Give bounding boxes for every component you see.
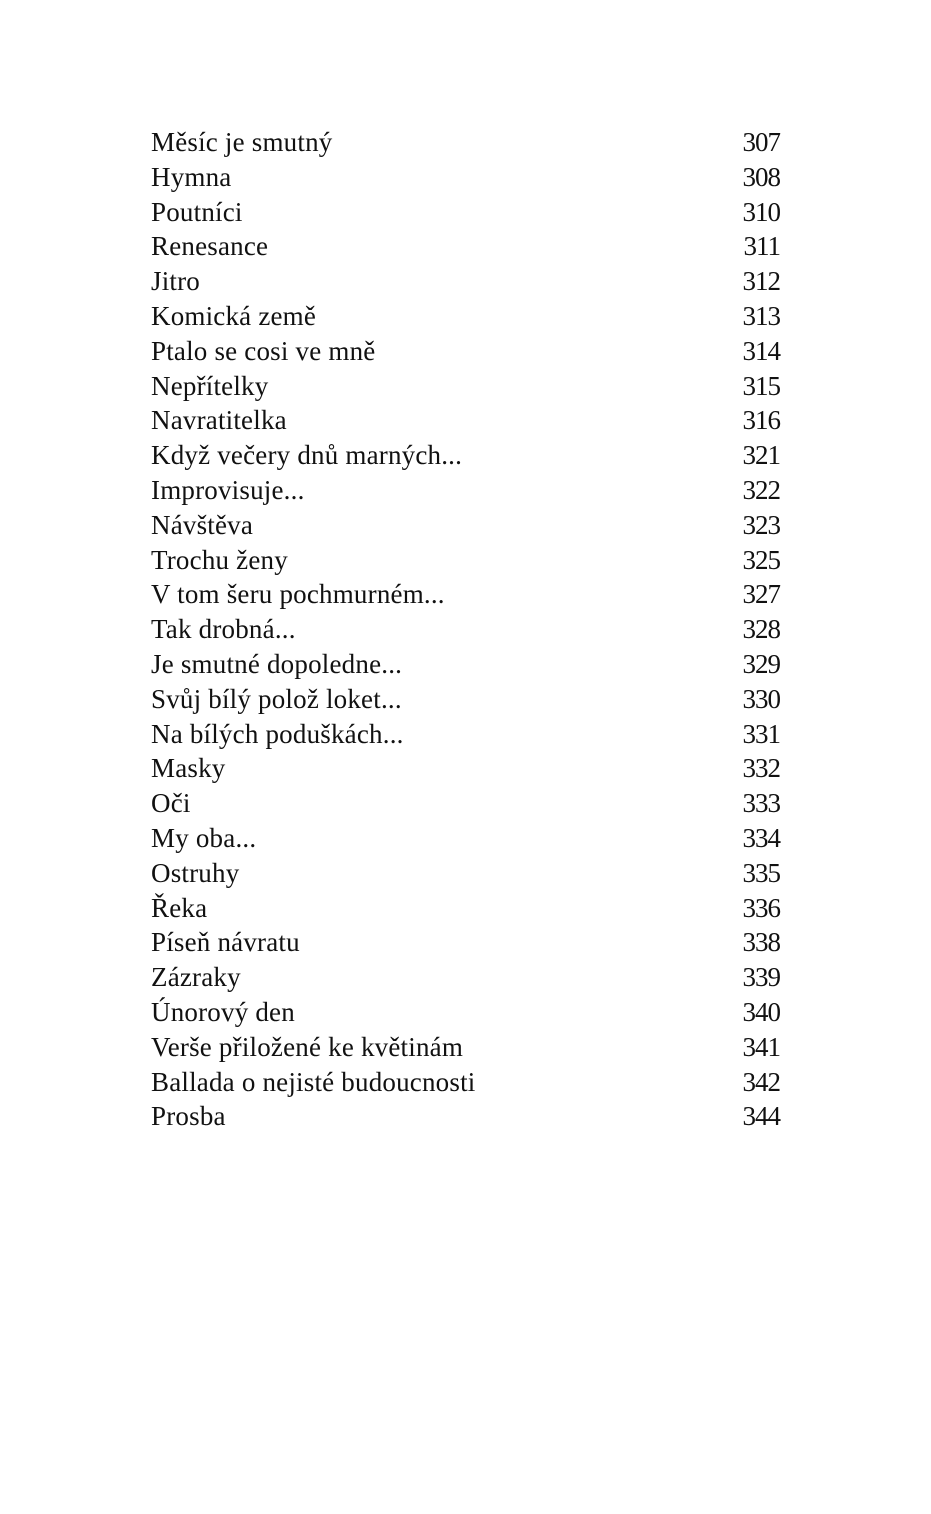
toc-entry-title: Masky <box>151 753 226 784</box>
toc-entry-title: Návštěva <box>151 509 254 540</box>
toc-entry <box>151 1030 780 1065</box>
toc-entry-title: Prosba <box>151 1101 226 1132</box>
toc-entry <box>151 682 780 717</box>
toc-entry-title: Improvisuje... <box>151 474 305 505</box>
toc-entry <box>151 125 780 160</box>
toc-entry-title: Tak drobná... <box>151 614 296 645</box>
toc-entry-page-number: 334 <box>742 822 780 853</box>
toc-entry <box>151 891 780 926</box>
toc-entry-page-number: 335 <box>742 857 780 888</box>
toc-entry <box>151 473 780 508</box>
toc-entry-title: Komická země <box>151 300 317 331</box>
toc-entry <box>151 1065 780 1100</box>
toc-entry-page-number: 338 <box>742 927 780 958</box>
toc-entry-title: Trochu ženy <box>151 544 288 575</box>
toc-entry-page-number: 331 <box>742 718 780 749</box>
toc-entry-page-number: 344 <box>742 1101 780 1132</box>
toc-entry-title: Ptalo se cosi ve mně <box>151 335 376 366</box>
toc-entry-title: Ballada o nejisté budoucnosti <box>151 1066 476 1097</box>
toc-entry-page-number: 330 <box>742 683 780 714</box>
toc-entry-page-number: 311 <box>743 231 780 262</box>
toc-entry-page-number: 336 <box>742 892 780 923</box>
toc-entry <box>151 717 780 752</box>
toc-entry <box>151 960 780 995</box>
toc-entry <box>151 195 780 230</box>
toc-entry-page-number: 315 <box>742 370 780 401</box>
toc-entry-title: Je smutné dopoledne... <box>151 648 403 679</box>
toc-entry-title: Verše přiložené ke květinám <box>151 1031 464 1062</box>
toc-entry-page-number: 312 <box>742 266 780 297</box>
toc-entry-title: Hymna <box>151 161 232 192</box>
toc-entry <box>151 229 780 264</box>
toc-entry-page-number: 308 <box>742 161 780 192</box>
toc-entry-title: Píseň návratu <box>151 927 300 958</box>
toc-entry-page-number: 342 <box>742 1066 780 1097</box>
toc-entry <box>151 508 780 543</box>
toc-entry-title: Poutníci <box>151 196 243 227</box>
toc-entry <box>151 299 780 334</box>
table-of-contents <box>151 125 780 1134</box>
toc-entry-page-number: 341 <box>742 1031 780 1062</box>
toc-entry-title: Zázraky <box>151 962 241 993</box>
toc-entry <box>151 751 780 786</box>
toc-entry <box>151 264 780 299</box>
toc-entry-title: Ostruhy <box>151 857 240 888</box>
toc-entry <box>151 925 780 960</box>
toc-entry-page-number: 313 <box>742 300 780 331</box>
toc-entry-title: Navratitelka <box>151 405 287 436</box>
toc-entry-title: Měsíc je smutný <box>151 127 333 157</box>
toc-entry <box>151 369 780 404</box>
toc-entry-page-number: 316 <box>742 405 780 436</box>
toc-entry-title: Když večery dnů marných... <box>151 440 463 471</box>
toc-entry-page-number: 339 <box>742 962 780 993</box>
toc-entry-page-number: 327 <box>742 579 780 610</box>
toc-entry <box>151 438 780 473</box>
toc-entry <box>151 821 780 856</box>
toc-entry <box>151 647 780 682</box>
toc-entry <box>151 160 780 195</box>
toc-entry-page-number: 314 <box>742 335 780 366</box>
toc-entry <box>151 577 780 612</box>
toc-entry-page-number: 329 <box>742 648 780 679</box>
toc-entry <box>151 786 780 821</box>
toc-entry <box>151 403 780 438</box>
toc-entry-page-number: 325 <box>742 544 780 575</box>
toc-entry-page-number: 321 <box>742 440 780 471</box>
toc-entry-title: Oči <box>151 788 191 819</box>
toc-entry-page-number: 310 <box>742 196 780 227</box>
toc-entry-page-number: 333 <box>742 788 780 819</box>
toc-entry <box>151 334 780 369</box>
toc-entry-page-number: 322 <box>742 474 780 505</box>
toc-entry-title: Na bílých poduškách... <box>151 718 404 749</box>
toc-entry-title: Jitro <box>151 266 201 297</box>
toc-entry-title: Renesance <box>151 231 269 262</box>
toc-entry <box>151 856 780 891</box>
toc-entry <box>151 1099 780 1134</box>
toc-entry-page-number: 340 <box>742 996 780 1027</box>
toc-entry-page-number: 332 <box>742 753 780 784</box>
toc-entry-title: V tom šeru pochmurném... <box>151 579 445 610</box>
toc-entry-title: My oba... <box>151 822 257 853</box>
toc-entry-title: Svůj bílý polož loket... <box>151 683 402 714</box>
toc-entry <box>151 543 780 578</box>
toc-entry-page-number: 328 <box>742 614 780 645</box>
toc-entry-title: Únorový den <box>151 996 295 1027</box>
toc-entry <box>151 995 780 1030</box>
toc-entry-page-number: 323 <box>742 509 780 540</box>
toc-entry-title: Nepřítelky <box>151 370 269 401</box>
toc-entry-page-number: 307 <box>742 127 780 157</box>
toc-entry-title: Řeka <box>151 892 208 923</box>
toc-entry <box>151 612 780 647</box>
